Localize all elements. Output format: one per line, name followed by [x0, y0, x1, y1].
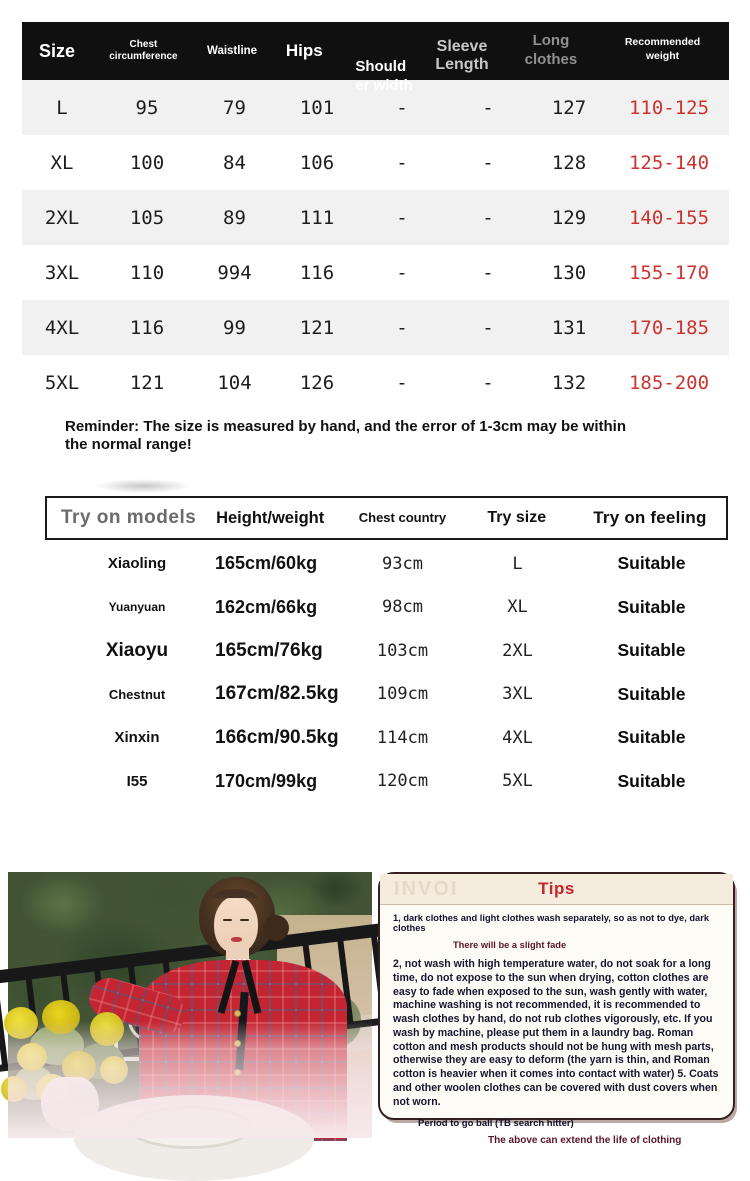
model-try-size: 2XL: [502, 640, 533, 661]
length-cell: 132: [551, 371, 587, 394]
size-row-4XL: [22, 300, 729, 355]
chest-cell: 116: [129, 316, 165, 339]
size-cell: XL: [50, 151, 74, 174]
size-cell: L: [56, 96, 68, 119]
sleeve-cell: -: [482, 316, 494, 339]
tryon-row-chestnut: [45, 673, 728, 717]
model-chest: 114cm: [376, 727, 429, 748]
model-try-size: XL: [507, 597, 528, 618]
tryon-header-feeling: Try on feeling: [593, 508, 707, 527]
size-cell: 5XL: [44, 371, 80, 394]
chest-cell: 95: [135, 96, 159, 119]
size-row-2XL: [22, 190, 729, 245]
size-table: [22, 22, 729, 410]
shoulder-cell: -: [396, 151, 408, 174]
size-row-XL: [22, 135, 729, 190]
col-header-long-clothes: Long clothes: [524, 32, 578, 68]
model-try-size: 4XL: [502, 727, 533, 748]
tryon-table-header: [45, 496, 728, 540]
model-name: I55: [126, 772, 148, 790]
tips-paragraph: 2, not wash with high temperature water, do not soak for a long time, do not expose to the sun when drying, cotton clothes are easy to fade when exposed to the sun, wash gently with water, machine washing is not recommended, it is recommended to wash clothes by hand, do not rub clothes vigorously, etc. If you wash by machine, please put them in a laundry bag. Roman cotton and mesh products should not be hung with mesh parts, otherwise they are easy to deform (the yarn is thin, and Roman cotton is heavier when it comes into contact with water) 5. Coats and other woolen clothes can be covered with dust covers when not worn.: [393, 958, 719, 1108]
hips-cell: 111: [299, 206, 335, 229]
smudge-mark: [95, 479, 191, 493]
weight-cell: 140-155: [628, 206, 710, 229]
model-name: Xinxin: [114, 729, 160, 747]
col-header-shoulder-width: [339, 22, 418, 94]
hips-cell: 121: [299, 316, 335, 339]
sleeve-cell: -: [482, 371, 494, 394]
size-row-5XL: [22, 355, 729, 410]
col-header-waistline: Waistline: [207, 45, 258, 57]
model-feeling: Suitable: [617, 727, 686, 748]
col-header-hips: Hips: [285, 41, 323, 60]
waist-cell: 84: [223, 151, 246, 174]
shoulder-cell: -: [396, 206, 408, 229]
size-table-header: [22, 22, 729, 94]
model-name: Xiaoyu: [105, 639, 169, 661]
model-name: Xiaoling: [107, 555, 167, 573]
weight-cell: 110-125: [628, 96, 710, 119]
tips-line-1: 1, dark clothes and light clothes wash separately, so as not to dye, dark clothes: [393, 913, 710, 933]
ghost-watermark: INVOI: [394, 878, 459, 900]
shoulder-width-label: Shoulder width: [355, 58, 413, 94]
shoulder-cell: -: [396, 261, 408, 284]
waist-cell: 104: [217, 371, 252, 394]
model-feeling: Suitable: [617, 640, 686, 661]
col-header-sleeve-length: Sleeve Length: [435, 37, 489, 73]
chest-cell: 121: [129, 371, 165, 394]
shoulder-cell: -: [396, 371, 408, 394]
model-try-size: 3XL: [502, 684, 533, 705]
sleeve-cell: -: [482, 96, 494, 119]
weight-cell: 185-200: [628, 371, 710, 394]
chest-cell: 105: [129, 206, 165, 229]
size-row-3XL: [22, 245, 729, 300]
tryon-header-height-weight: Height/weight: [216, 508, 325, 527]
model-chest: 120cm: [376, 771, 429, 792]
length-cell: 129: [551, 206, 587, 229]
tips-body: [380, 905, 733, 1146]
waist-cell: 79: [223, 96, 246, 119]
length-cell: 130: [551, 261, 587, 284]
pink-fade-overlay: [8, 872, 372, 1138]
length-cell: 131: [551, 316, 587, 339]
model-try-size: L: [512, 553, 523, 574]
col-header-size: Size: [39, 40, 76, 61]
hips-cell: 101: [299, 96, 335, 119]
size-cell: 3XL: [44, 261, 80, 284]
length-cell: 128: [551, 151, 587, 174]
waist-cell: 99: [223, 316, 246, 339]
tryon-row-xiaoyu: [45, 629, 728, 673]
sleeve-cell: -: [482, 206, 494, 229]
tips-header: [380, 874, 733, 905]
sleeve-cell: -: [482, 151, 494, 174]
tryon-header-try-size: Try size: [487, 509, 547, 526]
measurement-reminder: Reminder: The size is measured by hand, and the error of 1-3cm may be within the normal range!: [65, 418, 626, 454]
model-feeling: Suitable: [617, 553, 686, 574]
weight-cell: 125-140: [628, 151, 710, 174]
tips-footer-1: Period to go ball (TB search hitter): [418, 1118, 574, 1130]
weight-cell: 170-185: [628, 316, 710, 339]
col-header-recommended-weight: Recommended weight: [624, 36, 701, 62]
model-height-weight: 165cm/76kg: [215, 639, 323, 661]
chest-cell: 110: [129, 261, 165, 284]
model-feeling: Suitable: [617, 683, 686, 704]
model-height-weight: 166cm/90.5kg: [215, 726, 339, 748]
model-height-weight: 167cm/82.5kg: [215, 683, 339, 705]
hips-cell: 116: [299, 261, 335, 284]
model-try-size: 5XL: [502, 771, 533, 792]
model-height-weight: 170cm/99kg: [215, 770, 318, 791]
hips-cell: 126: [299, 371, 335, 394]
length-cell: 127: [551, 96, 587, 119]
tryon-row-xinxin: [45, 716, 728, 760]
col-header-chest: Chest circumference: [109, 38, 178, 62]
tryon-header-models: Try on models: [61, 507, 197, 528]
hips-cell: 106: [299, 151, 335, 174]
model-photo: [8, 872, 372, 1138]
tryon-header-chest: Chest country: [358, 510, 447, 526]
model-chest: 103cm: [376, 640, 429, 661]
tryon-row-yuanyuan: [45, 586, 728, 630]
shoulder-cell: -: [396, 96, 408, 119]
tryon-table-rows: [45, 542, 728, 803]
model-name: Chestnut: [108, 686, 166, 702]
model-name: Yuanyuan: [108, 600, 166, 615]
size-cell: 2XL: [44, 206, 80, 229]
shoulder-cell: -: [396, 316, 408, 339]
tryon-row-xiaoling: [45, 542, 728, 586]
tips-title: Tips: [538, 879, 575, 898]
model-chest: 93cm: [382, 553, 423, 574]
model-chest: 98cm: [382, 597, 423, 618]
sleeve-cell: -: [482, 261, 494, 284]
model-height-weight: 162cm/66kg: [215, 596, 318, 617]
tips-line-2: There will be a slight fade: [453, 940, 567, 950]
tryon-row-i55: [45, 760, 728, 804]
model-chest: 109cm: [376, 684, 429, 705]
waist-cell: 89: [223, 206, 246, 229]
size-cell: 4XL: [44, 316, 80, 339]
model-height-weight: 165cm/60kg: [215, 553, 318, 574]
model-feeling: Suitable: [617, 770, 686, 791]
care-tips-box: [378, 872, 735, 1147]
weight-cell: 155-170: [628, 261, 710, 284]
waist-cell: 994: [217, 261, 252, 284]
chest-cell: 100: [129, 151, 165, 174]
model-feeling: Suitable: [617, 596, 686, 617]
tips-footer-2: The above can extend the life of clothing: [488, 1135, 682, 1147]
